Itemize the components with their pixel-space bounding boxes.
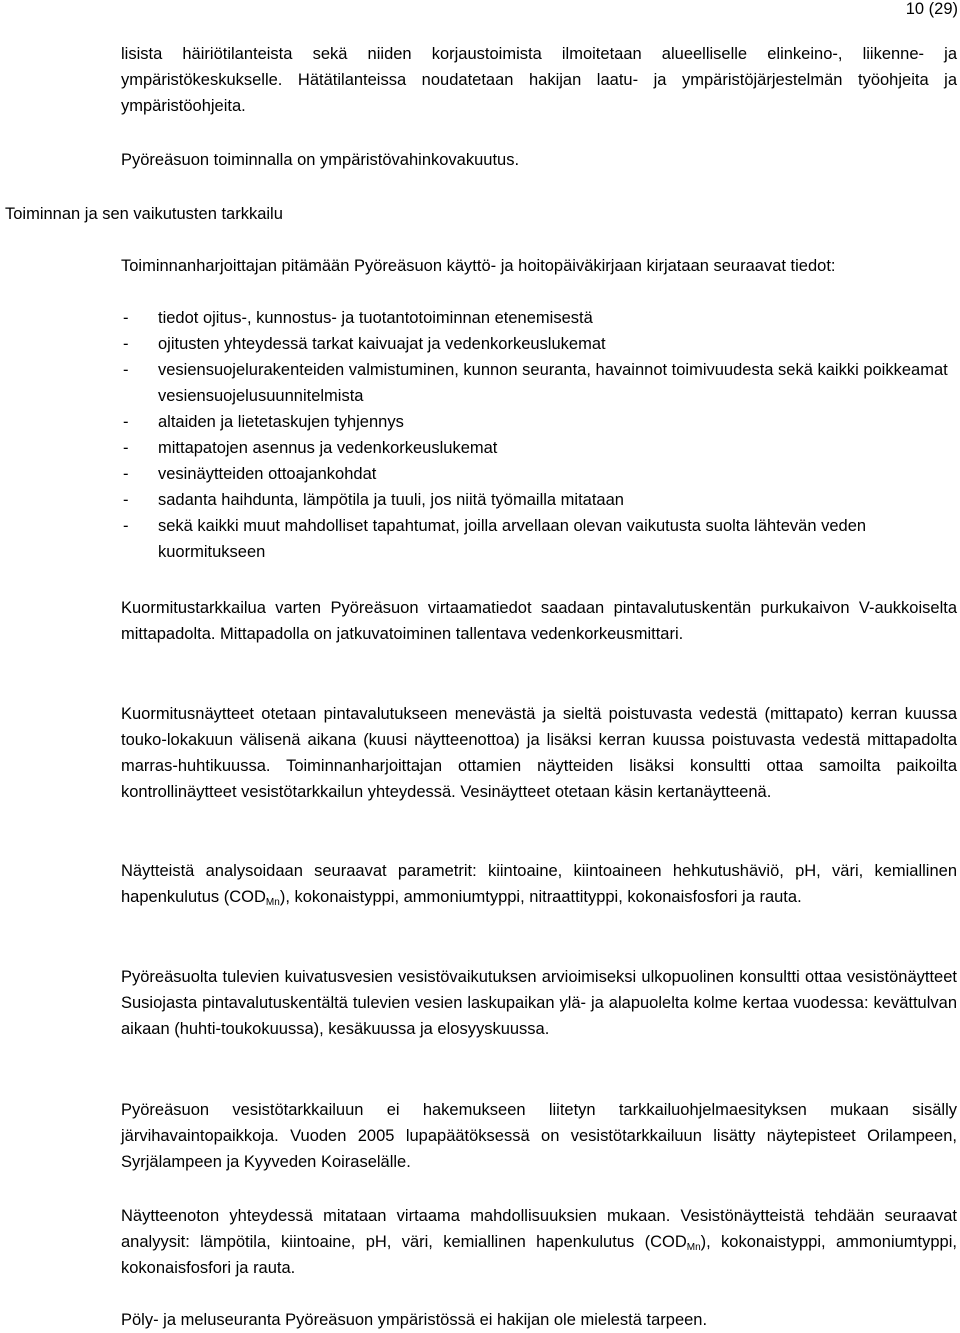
bullet-dash: -: [123, 517, 129, 535]
bullet-dash: -: [123, 439, 129, 457]
paragraph-diary-intro: Toiminnanharjoittajan pitämään Pyöreäsuon käyttö- ja hoitopäiväkirjaan kirjataan seuraavat tiedot:: [121, 257, 836, 275]
bullet-dash: -: [123, 465, 129, 483]
paragraph-flow-measurement: Kuormitustarkkailua varten Pyöreäsuon virtaamatiedot saadaan pintavalutuskentän purkukaivon V-aukkoiselta mittapadolta. Mittapadolla on jatkuvatoiminen tallentava vedenkorkeusmittari.: [121, 599, 957, 643]
subscript-mn: Mn: [686, 1242, 701, 1253]
paragraph-parameters: Näytteistä analysoidaan seuraavat parametrit: kiintoaine, kiintoaineen hehkutushäviö, pH, väri, kemiallinen hapenkulutus $(COD_{Mn})$, kokonaistyppi, ammoniumtyppi, nitraattityppi, kokonaisfosfori ja rauta.: [121, 862, 957, 908]
bullet-dash: -: [123, 309, 129, 327]
list-item: - tiedot ojitus-, kunnostus- ja tuotantotoiminnan etenemisestä: [121, 305, 957, 331]
paragraph-monitoring-program: Pyöreäsuon vesistötarkkailuun ei hakemukseen liitetyn tarkkailuohjelmaesityksen mukaan sisälly järvihavaintopaikkoja. Vuoden 2005 lupapäätöksessä on vesistötarkkailuun lisätty näytepisteet Orilampeen, Syrjälampeen ja Kyyveden Koiraselälle.: [121, 1101, 957, 1171]
list-item: - ojitusten yhteydessä tarkat kaivuajat ja vedenkorkeuslukemat: [121, 331, 957, 357]
list-item: - sekä kaikki muut mahdolliset tapahtumat, joilla arvellaan olevan vaikutusta suolta lähtevän veden kuormitukseen: [121, 513, 957, 565]
page-number: 10 (29): [905, 0, 958, 18]
bullet-dash: -: [123, 413, 129, 431]
list-item: - altaiden ja lietetaskujen tyhjennys: [121, 409, 957, 435]
paragraph-dust-noise: Pöly- ja meluseuranta Pyöreäsuon ympäristössä ei hakijan ole mielestä tarpeen.: [121, 1311, 708, 1329]
paragraph-drainage-impact: Pyöreäsuolta tulevien kuivatusvesien vesistövaikutuksen arvioimiseksi ulkopuolinen konsultti ottaa vesistönäytteet Susiojasta pintavalutuskentältä tulevien vesien laskupaikan ylä- ja alapuolelta kolme kertaa vuodessa: kevättulvan aikaan (huhti-toukokuussa), kesäkuussa ja elosyyskuussa.: [121, 968, 957, 1038]
paragraph-incident-reporting: lisista häiriötilanteista sekä niiden korjaustoimista ilmoitetaan alueelliselle elinkeino-, liikenne- ja ympäristökeskukselle. Hätätilanteissa noudatetaan hakijan laatu- ja ympäristöjärjestelmän työohjeita ja ympäristöohjeita.: [121, 45, 957, 115]
paragraph-insurance: Pyöreäsuon toiminnalla on ympäristövahinkovakuutus.: [121, 151, 520, 169]
diary-bullet-list: [121, 305, 957, 565]
list-item: - vesiensuojelurakenteiden valmistuminen, kunnon seuranta, havainnot toimivuudesta sekä kaikki poikkeamat vesiensuojelusuunnitelmista: [121, 357, 957, 409]
paragraph-sampling-analyses: Näytteenoton yhteydessä mitataan virtaama mahdollisuuksien mukaan. Vesistönäytteistä tehdään seuraavat analyysit: lämpötila, kiintoaine, pH, väri, kemiallinen hapenkulutus $(COD_{Mn})$, kokonaistyppi, ammoniumtyppi, kokonaisfosfori ja rauta.: [121, 1207, 957, 1277]
paragraph-load-samples: Kuormitusnäytteet otetaan pintavalutukseen menevästä ja sieltä poistuvasta vedestä (mittapato) kerran kuussa touko-lokakuun välisenä aikana (kuusi näytteenottoa) ja lisäksi kerran kuussa poistuvasta vedestä mittapadolta marras-huhtikuussa. Toiminnanharjoittajan ottamien näytteiden lisäksi konsultti ottaa samoilta paikoilta kontrollinäytteet vesistötarkkailun yhteydessä. Vesinäytteet otetaan käsin kertanäytteenä.: [121, 705, 957, 801]
list-item: - vesinäytteiden ottoajankohdat: [121, 461, 957, 487]
subscript-mn: Mn: [265, 897, 280, 908]
list-item: - sadanta haihdunta, lämpötila ja tuuli, jos niitä työmailla mitataan: [121, 487, 957, 513]
bullet-dash: -: [123, 361, 129, 379]
section-heading: Toiminnan ja sen vaikutusten tarkkailu: [5, 205, 283, 223]
bullet-dash: -: [123, 335, 129, 353]
list-item: - mittapatojen asennus ja vedenkorkeuslukemat: [121, 435, 957, 461]
bullet-dash: -: [123, 491, 129, 509]
